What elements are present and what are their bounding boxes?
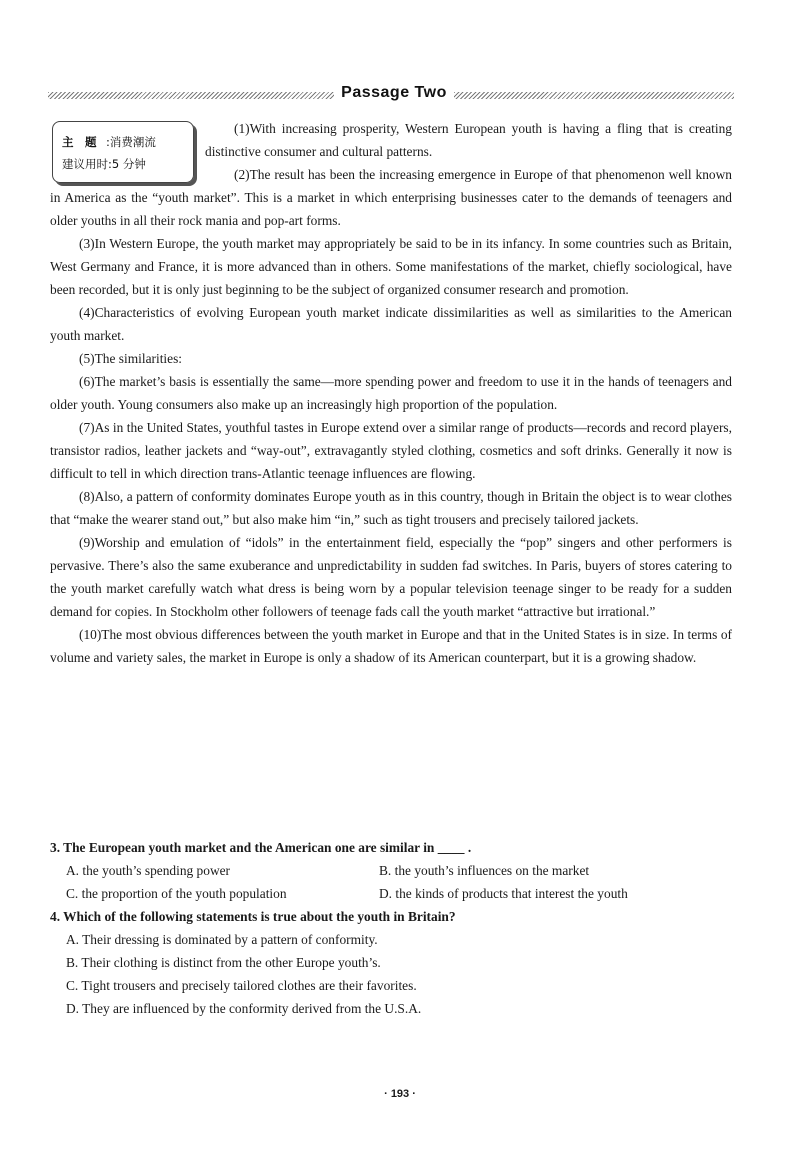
question-3-option-a[interactable]: A. the youth’s spending power	[66, 863, 231, 878]
passage-header	[48, 86, 734, 108]
question-3-option-d[interactable]: D. the kinds of products that interest the youth	[379, 886, 628, 901]
paragraph-5: (5)The similarities:	[79, 351, 183, 366]
question-3-stem: 3. The European youth market and the American one are similar in ____ .	[50, 840, 472, 855]
paragraph-1: (1)With increasing prosperity, Western European youth is having a fling that is creating distinctive consumer and cultural patterns.	[205, 121, 732, 159]
question-4-option-a[interactable]: A. Their dressing is dominated by a pattern of conformity.	[66, 932, 378, 947]
time-value: :5 分钟	[108, 157, 146, 171]
paragraph-4: (4)Characteristics of evolving European youth market indicate dissimilarities as well as similarities to the American youth market.	[50, 305, 732, 343]
topic-value: :消费潮流	[106, 135, 156, 149]
topic-row	[62, 134, 156, 150]
paragraph-3: (3)In Western Europe, the youth market may appropriately be said to be in its infancy. In some countries such as Britain, West Germany and France, it is more advanced than in others. Some manifestations of the market, chiefly sociological, have been recorded, but it is only just beginning to be the subject of organized consumer research and promotion.	[50, 236, 732, 297]
paragraph-6: (6)The market’s basis is essentially the same—more spending power and freedom to use it in the hands of teenagers and older youth. Young consumers also make up an increasingly high proportion of the population.	[50, 374, 732, 412]
question-3-options-row-1	[50, 859, 750, 882]
question-3-option-b[interactable]: B. the youth’s influences on the market	[379, 863, 590, 878]
topic-label: 主 题	[62, 135, 97, 149]
paragraph-2: (2)The result has been the increasing emergence in Europe of that phenomenon well known in America as the “youth market”. This is a market in which enterprising businesses cater to the demands of teenagers and older youths in all their rock mania and pop-art forms.	[50, 167, 732, 228]
question-3-option-c[interactable]: C. the proportion of the youth population	[66, 886, 287, 901]
header-hatch-right	[454, 92, 734, 99]
passage-title: Passage Two	[341, 84, 447, 101]
paragraph-9: (9)Worship and emulation of “idols” in the entertainment field, especially the “pop” singers and other performers is pervasive. There’s also the same exuberance and unpredictability in sudden fad switches. In Paris, buyers of stores catering to the youth market carefully watch what dress is being worn by a popular television teenage singer to be ready for a sudden demand for copies. In Stockholm other followers of teenage fads call the youth market “attractive but irrational.”	[50, 535, 732, 619]
question-4-option-c[interactable]: C. Tight trousers and precisely tailored clothes are their favorites.	[66, 978, 417, 993]
page-number: · 193 ·	[384, 1088, 416, 1100]
questions-section	[50, 836, 750, 1020]
paragraph-10: (10)The most obvious differences between the youth market in Europe and that in the United States is in size. In terms of volume and variety sales, the market in Europe is only a shadow of its American counterpart, but it is a growing shadow.	[50, 627, 732, 665]
time-label: 建议用时	[62, 157, 108, 171]
passage-body-main	[50, 163, 732, 669]
question-4-stem: 4. Which of the following statements is true about the youth in Britain?	[50, 909, 456, 924]
paragraph-8: (8)Also, a pattern of conformity dominates Europe youth as in this country, though in Britain the object is to wear clothes that “make the wearer stand out,” but also make him “in,” such as tight trousers and precisely tailored jackets.	[50, 489, 732, 527]
header-hatch-left	[48, 92, 334, 99]
question-4-option-d[interactable]: D. They are influenced by the conformity derived from the U.S.A.	[66, 1001, 422, 1016]
paragraph-7: (7)As in the United States, youthful tastes in Europe extend over a similar range of products—records and record players, transistor radios, leather jackets and “way-out”, extravagantly styled clothing, cosmetics and soft drinks. Generally it now is difficult to tell in which direction trans-Atlantic teenage influences are flowing.	[50, 420, 732, 481]
question-4-option-b[interactable]: B. Their clothing is distinct from the other Europe youth’s.	[66, 955, 381, 970]
question-3-options-row-2	[50, 882, 750, 905]
paragraph-1-block	[205, 117, 732, 163]
